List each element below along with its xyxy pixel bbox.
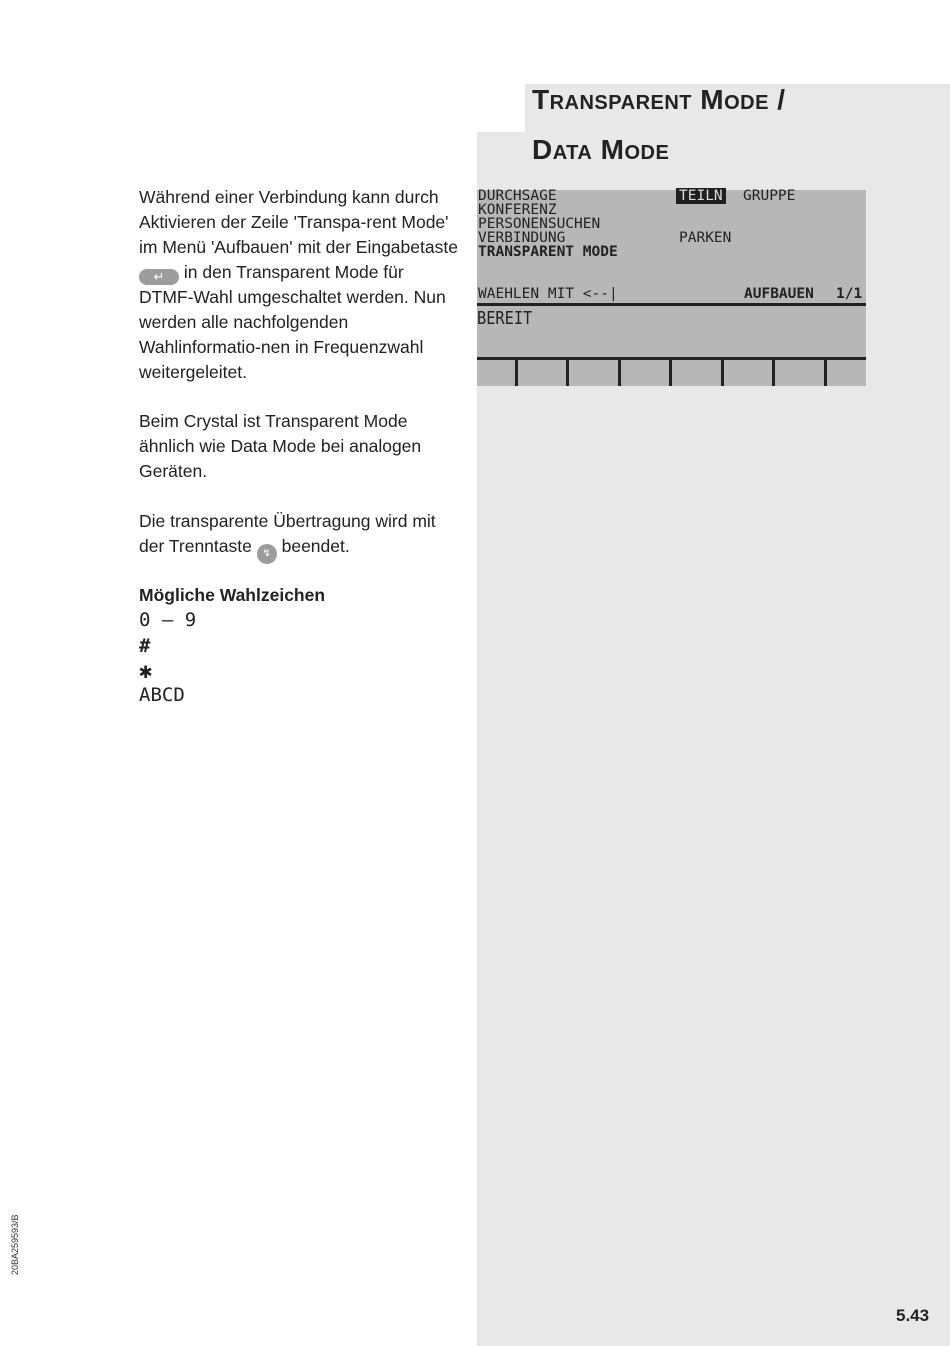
softkey-divider [515,360,518,386]
paragraph-termination-text-2: beendet. [281,536,350,556]
connection-state: BEREIT [477,308,533,329]
menu-item-gruppe: GRUPPE [743,188,796,204]
page-number: 5.43 [896,1306,930,1325]
softkey-divider [566,360,569,386]
menu-item-parken: PARKEN [679,230,732,246]
menu-item-teiln [676,189,726,203]
paragraph-activation-text-2: in den Transparent Mode für DTMF-Wahl umgeschaltet werden. Nun werden alle nachfolgenden Wahlinformatio-nen in Frequenzwahl weitergeleitet. [139,262,446,382]
dial-chars-digits: 0 – 9 [139,609,197,631]
status-menu-name: AUFBAUEN [744,286,814,302]
dial-chars-letters: ABCD [139,684,185,706]
dial-chars-star-icon: ✱ [139,659,153,684]
status-instruction: WAEHLEN MIT <--| [478,286,618,302]
paragraph-crystal: Beim Crystal ist Transparent Mode ähnlich wie Data Mode bei analogen Geräten. [139,411,422,481]
paragraph-termination [139,509,459,564]
menu-item-konferenz: KONFERENZ [478,202,557,218]
dial-chars-hash: # [139,635,151,657]
menu-item-transparent-mode: TRANSPARENT MODE [478,244,618,260]
dial-chars-heading: Mögliche Wahlzeichen [139,585,326,605]
disconnect-key-icon: ↯ [257,544,277,564]
display-divider-top [477,303,866,306]
softkey-divider [772,360,775,386]
menu-item-teiln-label: TEILN [676,188,726,204]
enter-key-icon: ↵ [139,269,179,285]
menu-item-verbindung: VERBINDUNG [478,230,566,246]
menu-item-personensuchen: PERSONENSUCHEN [478,216,601,232]
paragraph-termination-text-1: Die transparente Übertragung wird mit der Trenntaste [139,511,436,556]
paragraph-activation-text-1: Während einer Verbindung kann durch Aktivieren der Zeile 'Transpa-rent Mode' im Menü 'Aufbauen' mit der Eingabetaste [139,187,458,257]
menu-item-durchsage: DURCHSAGE [478,188,557,204]
softkey-divider [669,360,672,386]
page-title-line-2: Data Mode [532,134,670,165]
softkey-divider [618,360,621,386]
softkey-divider [824,360,827,386]
paragraph-activation [139,185,459,385]
softkey-divider [721,360,724,386]
document-code: 20BA259593/B [10,1214,20,1275]
page-title-line-1: Transparent Mode / [532,84,786,115]
status-page: 1/1 [836,286,863,302]
phone-display [477,190,866,386]
